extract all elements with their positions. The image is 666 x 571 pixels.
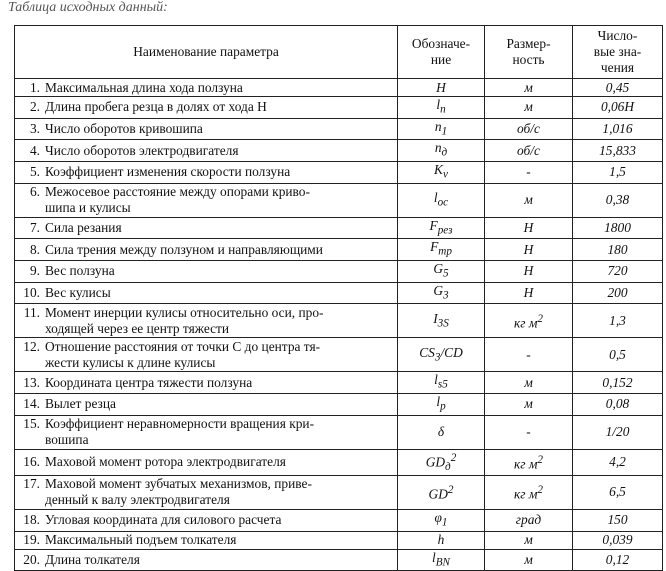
table-row bbox=[15, 372, 663, 394]
param-symbol: $l_{BN}$ bbox=[398, 549, 485, 571]
param-symbol: $l_{oc}$ bbox=[398, 183, 485, 217]
table-row bbox=[15, 97, 663, 119]
param-name: 13. Координата центра тяжести ползуна bbox=[15, 372, 398, 394]
header-unit: Размер- ность bbox=[485, 26, 573, 79]
param-name: 8. Сила трения между ползуном и направляющими bbox=[15, 239, 398, 261]
param-value: 0,08 bbox=[573, 394, 663, 416]
table-caption: Таблица исходных данный: bbox=[8, 0, 168, 15]
param-name: 9. Вес ползуна bbox=[15, 261, 398, 283]
param-name: 20. Длина толкателя bbox=[15, 549, 398, 571]
param-symbol: $F_{рез}$ bbox=[398, 217, 485, 239]
parameters-table bbox=[14, 25, 663, 571]
table-row bbox=[15, 304, 663, 338]
param-name: 7. Сила резания bbox=[15, 217, 398, 239]
param-value: 0,5 bbox=[573, 338, 663, 372]
table-header-row bbox=[15, 26, 663, 79]
param-symbol: $K_v$ bbox=[398, 162, 485, 184]
param-value: 200 bbox=[573, 282, 663, 304]
param-value: 1/20 bbox=[573, 415, 663, 449]
table-row bbox=[15, 449, 663, 475]
table-row bbox=[15, 415, 663, 449]
param-unit: - bbox=[485, 162, 573, 184]
param-unit: кг $м^2$ bbox=[485, 304, 573, 338]
param-value: 4,2 bbox=[573, 449, 663, 475]
param-name: 16. Маховой момент ротора электродвигателя bbox=[15, 449, 398, 475]
param-symbol: $l_п$ bbox=[398, 97, 485, 119]
param-name: 19. Максимальный подъем толкателя bbox=[15, 531, 398, 549]
param-name: 4. Число оборотов электродвигателя bbox=[15, 140, 398, 162]
param-name: 12. Отношение расстояния от точки С до центра тя- жести кулисы к длине кулисы bbox=[15, 338, 398, 372]
table-row bbox=[15, 549, 663, 571]
param-value: 6,5 bbox=[573, 475, 663, 509]
table-row bbox=[15, 261, 663, 283]
param-symbol: δ bbox=[398, 415, 485, 449]
header-name: Наименование параметра bbox=[15, 26, 398, 79]
param-symbol: $l_{s5}$ bbox=[398, 372, 485, 394]
table-row bbox=[15, 183, 663, 217]
table-row bbox=[15, 509, 663, 531]
table-row bbox=[15, 338, 663, 372]
param-name: 10. Вес кулисы bbox=[15, 282, 398, 304]
param-symbol: $G_5$ bbox=[398, 261, 485, 283]
param-unit: Н bbox=[485, 217, 573, 239]
param-value: 0,039 bbox=[573, 531, 663, 549]
param-symbol: $n_д$ bbox=[398, 140, 485, 162]
table-row bbox=[15, 282, 663, 304]
param-value: 1800 bbox=[573, 217, 663, 239]
param-unit: - bbox=[485, 338, 573, 372]
param-symbol: H bbox=[398, 79, 485, 97]
table-row bbox=[15, 531, 663, 549]
param-unit: м bbox=[485, 549, 573, 571]
param-unit: кг $м^2$ bbox=[485, 449, 573, 475]
param-unit: м bbox=[485, 372, 573, 394]
param-name: 5. Коэффициент изменения скорости ползуна bbox=[15, 162, 398, 184]
param-unit: Н bbox=[485, 239, 573, 261]
header-value: Число- вые зна- чения bbox=[573, 26, 663, 79]
table-row bbox=[15, 475, 663, 509]
param-value: 1,5 bbox=[573, 162, 663, 184]
param-unit: м bbox=[485, 183, 573, 217]
param-symbol: $I_{3S}$ bbox=[398, 304, 485, 338]
param-value: 0,152 bbox=[573, 372, 663, 394]
param-unit: - bbox=[485, 415, 573, 449]
param-name: 1. Максимальная длина хода ползуна bbox=[15, 79, 398, 97]
param-symbol: $G_3$ bbox=[398, 282, 485, 304]
param-value: 720 bbox=[573, 261, 663, 283]
param-name: 17. Маховой момент зубчатых механизмов, приве- денный к валу электродвигателя bbox=[15, 475, 398, 509]
table-row bbox=[15, 394, 663, 416]
param-unit: кг $м^2$ bbox=[485, 475, 573, 509]
param-name: 11. Момент инерции кулисы относительно оси, про- ходящей через ее центр тяжести bbox=[15, 304, 398, 338]
param-symbol: $GD_д^2$ bbox=[398, 449, 485, 475]
param-unit: Н bbox=[485, 282, 573, 304]
header-symbol: Обозначе- ние bbox=[398, 26, 485, 79]
table-row bbox=[15, 140, 663, 162]
param-value: 0,38 bbox=[573, 183, 663, 217]
table-row bbox=[15, 239, 663, 261]
param-value: 15,833 bbox=[573, 140, 663, 162]
param-symbol: $CS_3/CD$ bbox=[398, 338, 485, 372]
param-symbol: $GD^2$ bbox=[398, 475, 485, 509]
param-unit: об/с bbox=[485, 140, 573, 162]
param-name: 14. Вылет резца bbox=[15, 394, 398, 416]
param-unit: м bbox=[485, 531, 573, 549]
param-value: 0,06H bbox=[573, 97, 663, 119]
param-unit: Н bbox=[485, 261, 573, 283]
param-unit: м bbox=[485, 79, 573, 97]
param-unit: град bbox=[485, 509, 573, 531]
param-name: 15. Коэффициент неравномерности вращения кри- вошипа bbox=[15, 415, 398, 449]
table-row bbox=[15, 162, 663, 184]
param-value: 150 bbox=[573, 509, 663, 531]
param-name: 2. Длина пробега резца в долях от хода H bbox=[15, 97, 398, 119]
param-value: 0,45 bbox=[573, 79, 663, 97]
param-symbol: $n_1$ bbox=[398, 118, 485, 140]
param-unit: м bbox=[485, 394, 573, 416]
param-symbol: $F_{тр}$ bbox=[398, 239, 485, 261]
param-unit: об/с bbox=[485, 118, 573, 140]
param-value: 1,016 bbox=[573, 118, 663, 140]
param-symbol: $l_p$ bbox=[398, 394, 485, 416]
param-value: 0,12 bbox=[573, 549, 663, 571]
param-unit: м bbox=[485, 97, 573, 119]
param-value: 180 bbox=[573, 239, 663, 261]
param-value: 1,3 bbox=[573, 304, 663, 338]
param-symbol: $\varphi_1$ bbox=[398, 509, 485, 531]
table-row bbox=[15, 217, 663, 239]
param-name: 18. Угловая координата для силового расчета bbox=[15, 509, 398, 531]
table-row bbox=[15, 79, 663, 97]
param-name: 6. Межосевое расстояние между опорами криво- шипа и кулисы bbox=[15, 183, 398, 217]
param-symbol: h bbox=[398, 531, 485, 549]
param-name: 3. Число оборотов кривошипа bbox=[15, 118, 398, 140]
table-row bbox=[15, 118, 663, 140]
